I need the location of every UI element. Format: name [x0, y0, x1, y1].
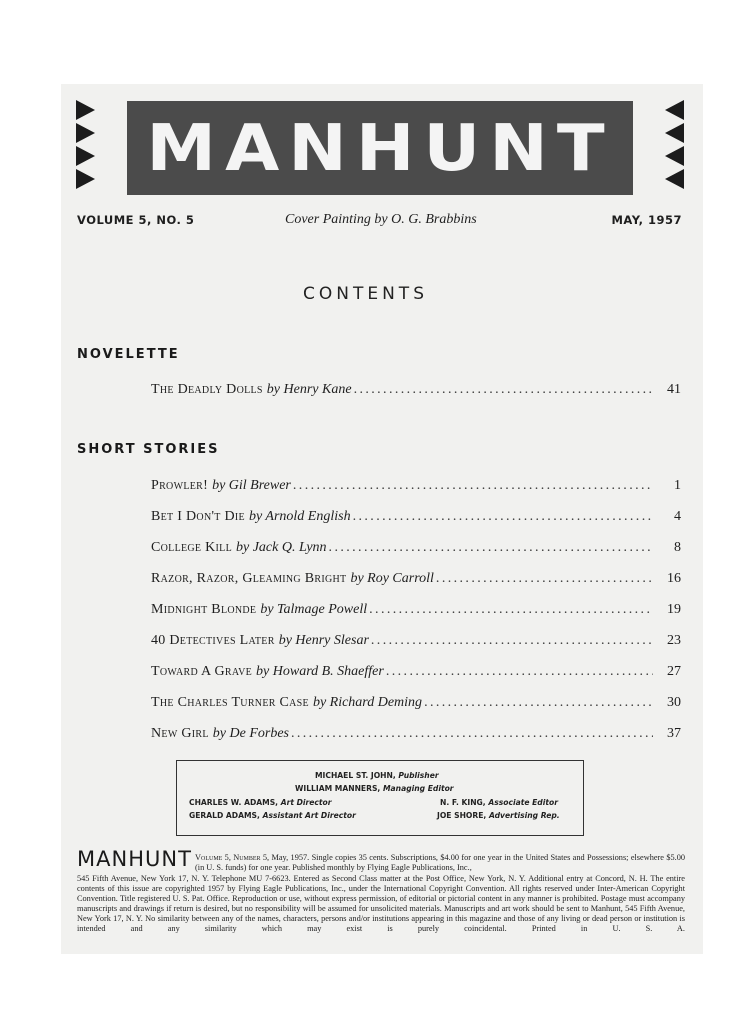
- triangle-icon: [665, 169, 684, 189]
- assistant-art-director-role: Assistant Art Director: [262, 811, 356, 820]
- section-heading-novelette: NOVELETTE: [77, 347, 180, 362]
- toc-entry[interactable]: [151, 726, 681, 748]
- story-author: by De Forbes: [212, 726, 289, 741]
- story-author: by Jack Q. Lynn: [235, 540, 327, 555]
- story-author: by Talmage Powell: [260, 602, 368, 617]
- leader-dots: [293, 478, 653, 494]
- toc-entry[interactable]: [151, 478, 681, 500]
- associate-editor-name: N. F. KING,: [440, 798, 486, 807]
- managing-editor-role: Managing Editor: [382, 784, 454, 793]
- leader-dots: [371, 633, 653, 649]
- art-director-credit: [189, 798, 332, 807]
- leader-dots: [354, 382, 653, 398]
- story-title: Midnight Blonde: [151, 602, 257, 617]
- art-director-role: Art Director: [280, 798, 332, 807]
- story-title: New Girl: [151, 726, 209, 741]
- toc-entry[interactable]: [151, 382, 681, 404]
- issue-info-row: [77, 213, 682, 233]
- associate-editor-role: Associate Editor: [488, 798, 558, 807]
- story-title: 40 Detectives Later: [151, 633, 275, 648]
- publisher-name: MICHAEL ST. JOHN,: [315, 771, 396, 780]
- triangle-icon: [665, 123, 684, 143]
- story-author: by Roy Carroll: [350, 571, 434, 586]
- advertising-rep-name: JOE SHORE,: [437, 811, 487, 820]
- story-title: Toward A Grave: [151, 664, 253, 679]
- staff-credits-box: [176, 760, 584, 836]
- toc-entry[interactable]: [151, 664, 681, 686]
- toc-entry[interactable]: [151, 695, 681, 717]
- footer-text-rest: 545 Fifth Avenue, New York 17, N. Y. Telephone MU 7-6623. Entered as Second Class matter at the Post Office, New York, N. Y. Additional entry at Concord, N. H. The entire contents of this issue are copyrighted 1957 by Flying Eagle Publications, Inc., under the International Copyright Convention. All rights reserved under Inter-American Copyright Convention. Title registered U. S. Pat. Office. Reproduction or use, without express permission, of editorial or pictorial content in any manner is prohibited. Postage must accompany manuscripts and drawings if return is desired, but no responsibility will be assumed for unsolicited materials. Manuscripts and art work should be sent to Manhunt, 545 Fifth Avenue, New York 17, N. Y. No similarity between any of the names, characters, persons and/or institutions appearing in this magazine and those of any living or dead person or institution is intended and any similarity which may exist is purely coincidental. Printed in U. S. A.: [77, 874, 685, 934]
- right-arrow-decoration: [664, 100, 684, 192]
- issue-date: MAY, 1957: [611, 213, 682, 227]
- triangle-icon: [76, 169, 95, 189]
- story-title: Prowler!: [151, 478, 209, 493]
- leader-dots: [329, 540, 653, 556]
- managing-editor-name: WILLIAM MANNERS,: [295, 784, 381, 793]
- contents-heading: CONTENTS: [303, 284, 428, 304]
- page-number: 4: [674, 509, 681, 524]
- associate-editor-credit: [440, 798, 558, 807]
- leader-dots: [369, 602, 653, 618]
- page-number: 23: [667, 633, 681, 648]
- leader-dots: [291, 726, 653, 742]
- story-title: College Kill: [151, 540, 232, 555]
- story-title: The Charles Turner Case: [151, 695, 309, 710]
- toc-entry[interactable]: [151, 571, 681, 593]
- toc-entry[interactable]: [151, 540, 681, 562]
- leader-dots: [424, 695, 653, 711]
- footer-first-text: May, 1957. Single copies 35 cents. Subscriptions, $4.00 for one year in the United States and Possessions; elsewhere $5.00 (in U. S. funds) for one year. Published monthly by Flying Eagle Publications, Inc.,: [195, 853, 685, 873]
- left-arrow-decoration: [76, 100, 96, 192]
- page-number: 30: [667, 695, 681, 710]
- page-number: 37: [667, 726, 681, 741]
- assistant-art-director-credit: [189, 811, 356, 820]
- advertising-rep-role: Advertising Rep.: [488, 811, 560, 820]
- masthead-logo: [127, 101, 633, 195]
- page-number: 16: [667, 571, 681, 586]
- footer-text-first: [195, 853, 685, 873]
- story-author: by Richard Deming: [312, 695, 423, 710]
- page-number: 19: [667, 602, 681, 617]
- story-title: Razor, Razor, Gleaming Bright: [151, 571, 347, 586]
- page-number: 1: [674, 478, 681, 493]
- leader-dots: [353, 509, 653, 525]
- triangle-icon: [665, 100, 684, 120]
- triangle-icon: [76, 123, 95, 143]
- managing-editor-credit: [295, 784, 454, 793]
- page-number: 27: [667, 664, 681, 679]
- triangle-icon: [665, 146, 684, 166]
- volume-number: VOLUME 5, NO. 5: [77, 213, 195, 227]
- page-number: 41: [667, 382, 681, 397]
- advertising-rep-credit: [437, 811, 560, 820]
- cover-credit: Cover Painting by O. G. Brabbins: [285, 212, 477, 227]
- story-author: by Henry Kane: [266, 382, 352, 397]
- story-author: by Howard B. Shaeffer: [256, 664, 384, 679]
- story-title: Bet I Don't Die: [151, 509, 245, 524]
- leader-dots: [386, 664, 653, 680]
- story-author: by Gil Brewer: [212, 478, 291, 493]
- footer-volume-label: Volume 5, Number 5,: [195, 853, 270, 862]
- toc-entry[interactable]: [151, 633, 681, 655]
- assistant-art-director-name: GERALD ADAMS,: [189, 811, 260, 820]
- triangle-icon: [76, 146, 95, 166]
- publisher-role: Publisher: [398, 771, 439, 780]
- story-author: by Henry Slesar: [278, 633, 369, 648]
- section-heading-short-stories: SHORT STORIES: [77, 442, 220, 457]
- toc-entry[interactable]: [151, 602, 681, 624]
- story-author: by Arnold English: [248, 509, 351, 524]
- publisher-credit: [315, 771, 439, 780]
- logo-text: MANHUNT: [146, 110, 614, 186]
- footer-logo: MANHUNT: [77, 847, 192, 871]
- page-number: 8: [674, 540, 681, 555]
- art-director-name: CHARLES W. ADAMS,: [189, 798, 279, 807]
- story-title: The Deadly Dolls: [151, 382, 263, 397]
- triangle-icon: [76, 100, 95, 120]
- toc-entry[interactable]: [151, 509, 681, 531]
- leader-dots: [436, 571, 653, 587]
